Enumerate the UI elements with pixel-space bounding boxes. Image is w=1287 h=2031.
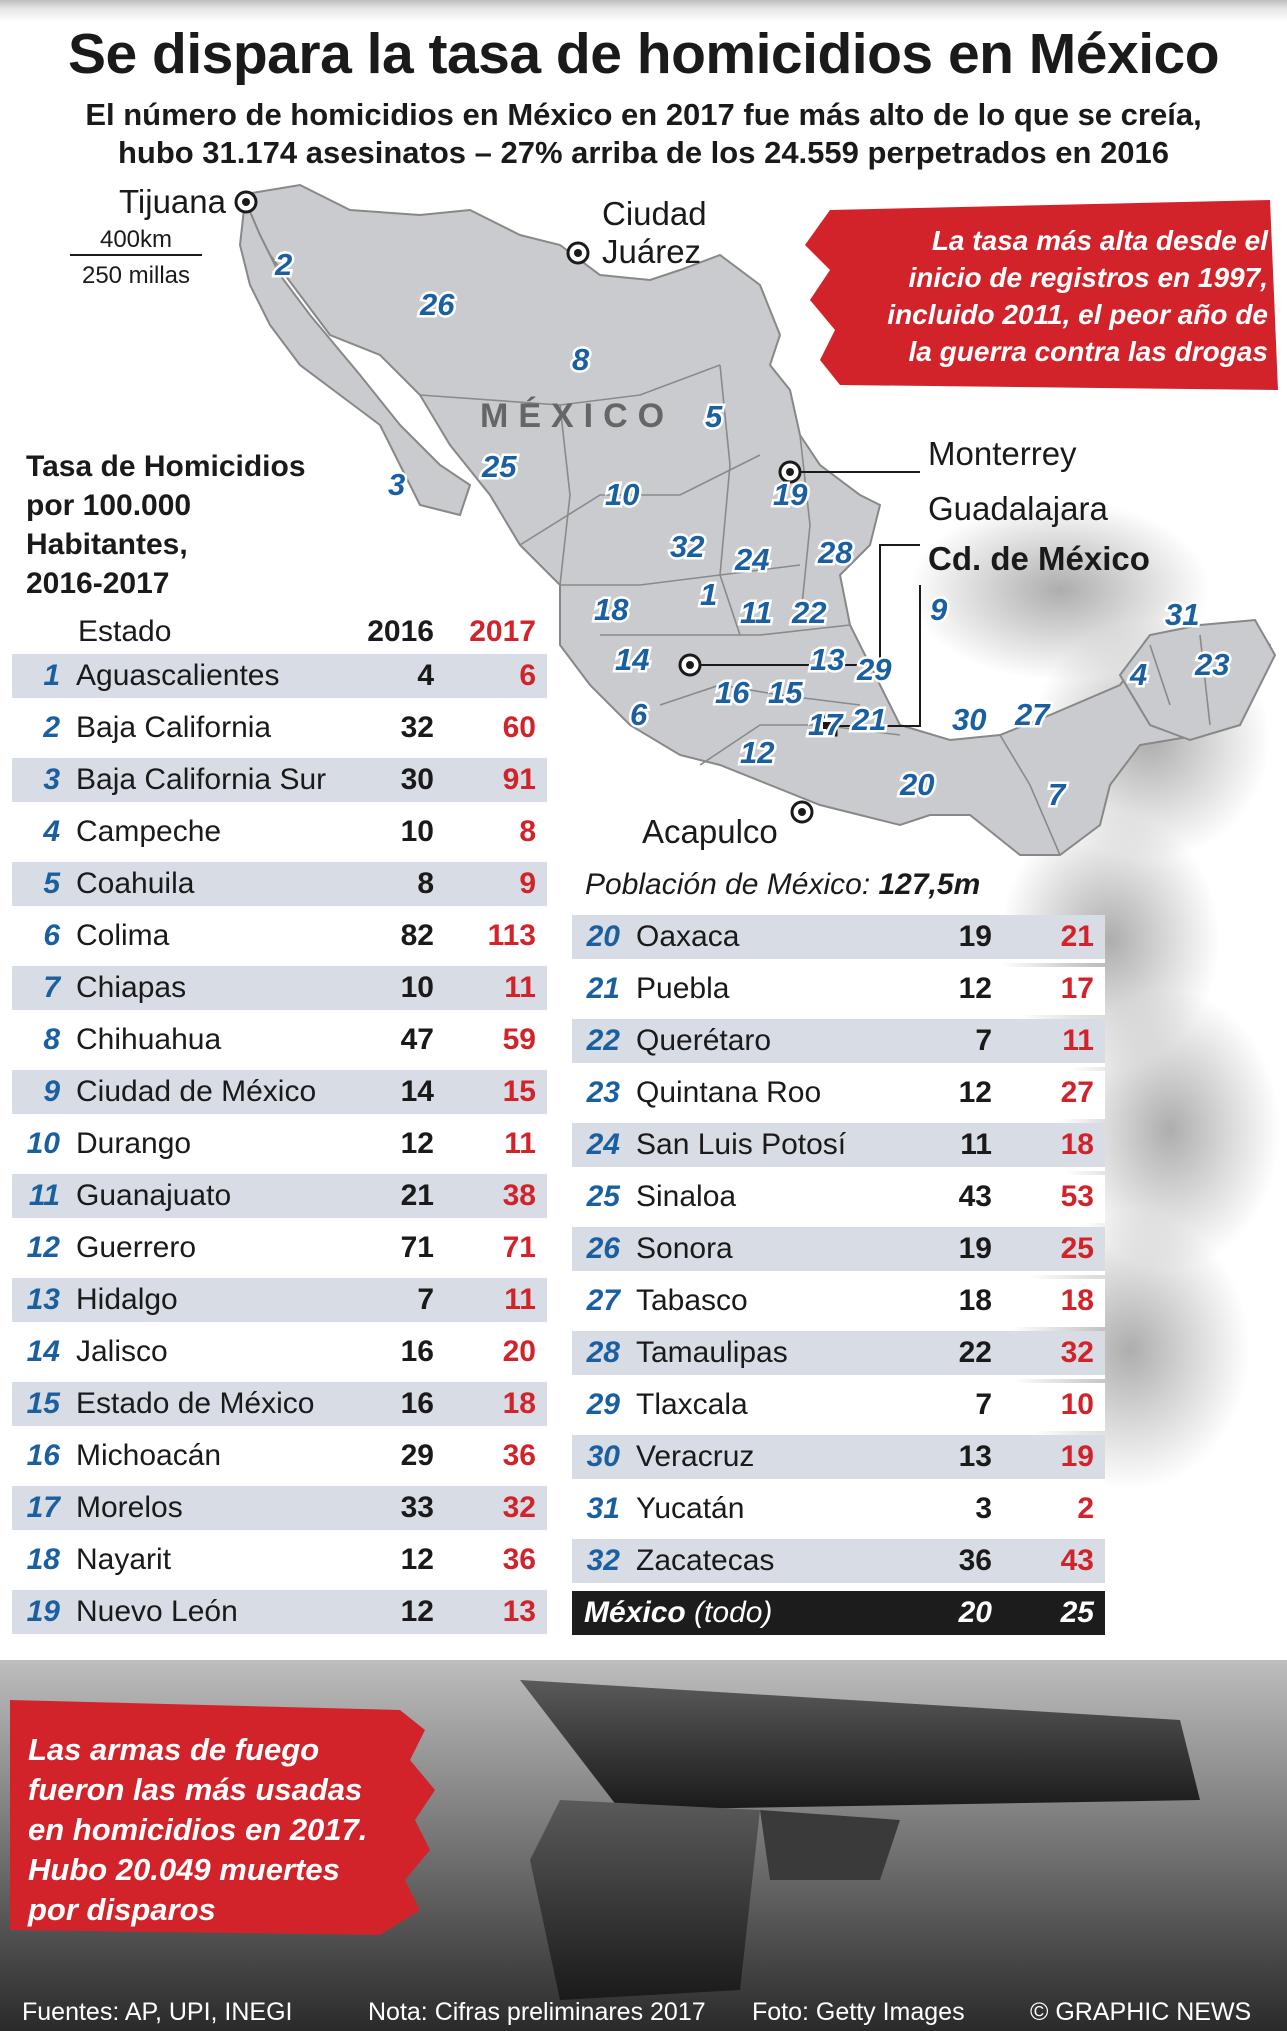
- value-2016: 11: [960, 1128, 992, 1161]
- value-2016: 12: [958, 972, 992, 1005]
- total-2017: 25: [1060, 1596, 1094, 1629]
- value-2017: 18: [502, 1387, 536, 1420]
- table-row: [12, 1382, 547, 1430]
- value-2016: 21: [400, 1179, 434, 1212]
- header-2017: 2017: [469, 615, 536, 648]
- state-number: 29: [586, 1388, 620, 1421]
- value-2017: 11: [504, 971, 536, 1004]
- state-name: Colima: [76, 919, 170, 952]
- state-number: 31: [586, 1492, 620, 1525]
- value-2016: 4: [417, 659, 434, 692]
- footer-note: Nota: Cifras preliminares 2017: [368, 1998, 706, 2026]
- table-row: [12, 862, 547, 910]
- state-number: 28: [586, 1336, 620, 1369]
- total-row: [572, 1591, 1105, 1639]
- value-2017: 25: [1060, 1232, 1094, 1265]
- table-row: [12, 966, 547, 1014]
- table-row: [12, 1070, 547, 1118]
- map-num: 12: [740, 735, 775, 770]
- map-num: 31: [1165, 597, 1200, 632]
- value-2017: 13: [502, 1595, 536, 1628]
- value-2017: 113: [487, 919, 536, 952]
- value-2017: 38: [502, 1179, 536, 1212]
- state-name: Tabasco: [636, 1284, 748, 1317]
- value-2017: 43: [1060, 1544, 1094, 1577]
- state-name: Nayarit: [76, 1543, 172, 1576]
- state-number: 16: [26, 1439, 60, 1472]
- map-num: 32: [670, 529, 705, 564]
- state-number: 3: [43, 763, 60, 796]
- value-2016: 19: [958, 1232, 992, 1265]
- value-2017: 15: [502, 1075, 536, 1108]
- city-juarez: Juárez: [602, 233, 702, 270]
- table-row: [572, 1539, 1105, 1587]
- total-label: [584, 1591, 884, 1635]
- value-2017: 19: [1060, 1440, 1094, 1473]
- map-num: 3: [388, 467, 406, 502]
- state-number: 14: [26, 1335, 60, 1368]
- value-2016: 32: [400, 711, 434, 744]
- state-number: 11: [28, 1179, 60, 1212]
- state-number: 1: [43, 659, 60, 692]
- state-number: 21: [586, 972, 620, 1005]
- map-num: 2: [275, 247, 293, 282]
- value-2016: 36: [958, 1544, 992, 1577]
- footer-credit: © GRAPHIC NEWS: [1030, 1998, 1252, 2026]
- state-name: Estado de México: [76, 1387, 315, 1420]
- scale-miles: 250 millas: [81, 262, 191, 289]
- table-row: [12, 810, 547, 858]
- table-row: [572, 1175, 1105, 1223]
- subtitle-line-2: hubo 31.174 asesinatos – 27% arriba de los 24.559 perpetrados en 2016: [117, 135, 1170, 170]
- total-2016: 20: [958, 1596, 992, 1629]
- state-number: 19: [26, 1595, 60, 1628]
- value-2017: 71: [502, 1231, 536, 1264]
- map-num: 20: [900, 767, 935, 802]
- rate-title-line: Tasa de Homicidios: [26, 450, 306, 483]
- state-name: Tlaxcala: [636, 1388, 748, 1421]
- state-name: Michoacán: [76, 1439, 222, 1472]
- state-name: Quintana Roo: [636, 1076, 822, 1109]
- table-row: [572, 967, 1105, 1015]
- value-2016: 82: [400, 919, 434, 952]
- city-guadalajara: Guadalajara: [928, 490, 1108, 527]
- value-2017: 18: [1060, 1128, 1094, 1161]
- value-2016: 71: [400, 1231, 434, 1264]
- table-row: [12, 1486, 547, 1534]
- map-num: 9: [930, 592, 948, 627]
- state-number: 5: [43, 867, 60, 900]
- map-num: 30: [952, 702, 987, 737]
- population-label: Población de México:: [585, 868, 879, 901]
- state-number: 17: [26, 1491, 60, 1524]
- footer: [0, 1993, 1287, 2031]
- map-num: 15: [768, 675, 803, 710]
- value-2017: 21: [1060, 920, 1094, 953]
- value-2016: 16: [400, 1335, 434, 1368]
- table-row: [572, 1019, 1105, 1067]
- state-number: 25: [586, 1180, 620, 1213]
- state-number: 30: [586, 1440, 620, 1473]
- map-num: 1: [700, 577, 718, 612]
- value-2016: 12: [958, 1076, 992, 1109]
- city-ciudad: Ciudad: [602, 195, 707, 232]
- table-row: [572, 1227, 1105, 1275]
- callout-top-line: La tasa más alta desde el: [931, 225, 1268, 256]
- table-row: [12, 1590, 547, 1638]
- value-2017: 2: [1077, 1492, 1094, 1525]
- map-num: 24: [735, 542, 770, 577]
- table-row: [12, 1122, 547, 1170]
- state-name: Zacatecas: [636, 1544, 775, 1577]
- table-row: [572, 1279, 1105, 1327]
- subtitle-line-1: El número de homicidios en México en 2017 fue más alto de lo que se creía,: [85, 97, 1202, 132]
- state-number: 12: [26, 1231, 60, 1264]
- state-name: Tamaulipas: [636, 1336, 788, 1369]
- callout-top-line: la guerra contra las drogas: [908, 336, 1268, 367]
- value-2016: 13: [958, 1440, 992, 1473]
- state-number: 7: [43, 971, 60, 1004]
- header-state: Estado: [78, 615, 172, 648]
- value-2017: 91: [502, 763, 536, 796]
- map-num: 25: [482, 449, 517, 484]
- rate-title-line: Habitantes,: [26, 528, 188, 561]
- state-number: 20: [586, 920, 620, 953]
- callout-bottom-line: Hubo 20.049 muertes: [28, 1852, 340, 1887]
- callout-bottom-line: Las armas de fuego: [28, 1732, 320, 1767]
- value-2016: 16: [400, 1387, 434, 1420]
- map-num: 5: [705, 399, 723, 434]
- value-2016: 12: [400, 1127, 434, 1160]
- map-num: 11: [740, 595, 773, 630]
- state-name: Aguascalientes: [76, 659, 280, 692]
- state-name: Durango: [76, 1127, 192, 1160]
- map-num: 14: [615, 642, 650, 677]
- value-2017: 10: [1060, 1388, 1094, 1421]
- map-num: 7: [1048, 777, 1066, 812]
- state-number: 15: [26, 1387, 60, 1420]
- state-number: 8: [43, 1023, 60, 1056]
- total-name: México: [584, 1596, 686, 1629]
- state-name: Guanajuato: [76, 1179, 232, 1212]
- state-name: Querétaro: [636, 1024, 772, 1057]
- state-number: 2: [43, 711, 60, 744]
- population-text: [585, 868, 980, 902]
- state-name: Ciudad de México: [76, 1075, 317, 1108]
- page-subtitle: [0, 96, 1287, 172]
- state-name: San Luis Potosí: [636, 1128, 847, 1161]
- page-title: Se dispara la tasa de homicidios en México: [67, 22, 1220, 86]
- state-name: Veracruz: [636, 1440, 755, 1473]
- rate-title-line: 2016-2017: [26, 567, 170, 600]
- map-num: 4: [1130, 657, 1148, 692]
- value-2017: 36: [502, 1439, 536, 1472]
- value-2016: 22: [958, 1336, 992, 1369]
- table-row: [572, 1123, 1105, 1171]
- table-row: [12, 1330, 547, 1378]
- value-2016: 19: [958, 920, 992, 953]
- table-row: [12, 914, 547, 962]
- value-2017: 11: [504, 1127, 536, 1160]
- value-2017: 60: [502, 711, 536, 744]
- map-num: 17: [808, 707, 843, 742]
- table-row: [572, 1383, 1105, 1431]
- callout-top-line: inicio de registros en 1997,: [908, 262, 1268, 293]
- value-2016: 7: [417, 1283, 434, 1316]
- map-scale: [70, 226, 202, 289]
- value-2017: 9: [519, 867, 536, 900]
- value-2016: 10: [400, 815, 434, 848]
- table-row: [572, 1071, 1105, 1119]
- table-row: [12, 1018, 547, 1066]
- map-num: 16: [715, 675, 750, 710]
- state-number: 10: [26, 1127, 60, 1160]
- value-2016: 10: [400, 971, 434, 1004]
- city-cdmx: Cd. de México: [928, 540, 1150, 577]
- value-2017: 17: [1060, 972, 1094, 1005]
- state-name: Hidalgo: [76, 1283, 178, 1316]
- state-name: Sonora: [636, 1232, 733, 1265]
- table-row: [12, 654, 547, 702]
- value-2017: 36: [502, 1543, 536, 1576]
- state-name: Oaxaca: [636, 920, 740, 953]
- value-2016: 47: [400, 1023, 434, 1056]
- value-2016: 12: [400, 1543, 434, 1576]
- scale-km: 400km: [99, 226, 173, 253]
- value-2016: 43: [958, 1180, 992, 1213]
- callout-bottom-line: en homicidios en 2017.: [28, 1812, 368, 1847]
- value-2017: 32: [502, 1491, 536, 1524]
- table-row: [572, 1435, 1105, 1483]
- map-num: 23: [1195, 647, 1230, 682]
- callout-top-line: incluido 2011, el peor año de: [887, 299, 1268, 330]
- callout-bottom-line: fueron las más usadas: [28, 1772, 363, 1807]
- state-number: 9: [43, 1075, 60, 1108]
- value-2016: 7: [975, 1388, 992, 1421]
- state-name: Campeche: [76, 815, 222, 848]
- state-name: Jalisco: [76, 1335, 168, 1368]
- gun-grip: [530, 1800, 760, 2000]
- value-2017: 11: [504, 1283, 536, 1316]
- value-2017: 8: [519, 815, 536, 848]
- city-monterrey: Monterrey: [928, 435, 1077, 472]
- state-name: Chiapas: [76, 971, 187, 1004]
- state-number: 24: [586, 1128, 620, 1161]
- value-2016: 8: [417, 867, 434, 900]
- state-number: 26: [586, 1232, 620, 1265]
- map-num: 19: [773, 477, 808, 512]
- total-suffix: (todo): [685, 1596, 773, 1629]
- rate-title-line: por 100.000: [26, 489, 192, 522]
- state-number: 13: [26, 1283, 60, 1316]
- state-name: Baja California: [76, 711, 272, 744]
- map-num: 27: [1015, 697, 1050, 732]
- value-2016: 18: [958, 1284, 992, 1317]
- state-name: Nuevo León: [76, 1595, 238, 1628]
- value-2016: 12: [400, 1595, 434, 1628]
- map-num: 21: [852, 702, 887, 737]
- country-label: MÉXICO: [480, 397, 675, 435]
- map-num: 13: [810, 642, 845, 677]
- population-value: 127,5m: [878, 868, 981, 901]
- map-num: 29: [857, 652, 892, 687]
- value-2016: 33: [400, 1491, 434, 1524]
- table-row: [12, 1278, 547, 1326]
- value-2017: 53: [1060, 1180, 1094, 1213]
- value-2017: 27: [1060, 1076, 1094, 1109]
- map-num: 26: [420, 287, 455, 322]
- state-name: Morelos: [76, 1491, 183, 1524]
- value-2017: 32: [1060, 1336, 1094, 1369]
- state-name: Puebla: [636, 972, 730, 1005]
- table-row: [572, 915, 1105, 963]
- footer-sources: Fuentes: AP, UPI, INEGI: [22, 1998, 293, 2026]
- callout-bottom-text: [28, 1730, 428, 1930]
- table-row: [12, 758, 547, 806]
- value-2016: 14: [400, 1075, 434, 1108]
- header-2016: 2016: [367, 615, 434, 648]
- map-num: 18: [594, 592, 629, 627]
- state-name: Guerrero: [76, 1231, 197, 1264]
- rate-title: [26, 447, 406, 603]
- city-acapulco: Acapulco: [642, 813, 778, 850]
- table-row: [12, 1434, 547, 1482]
- state-name: Chihuahua: [76, 1023, 222, 1056]
- state-number: 4: [43, 815, 60, 848]
- state-name: Baja California Sur: [76, 763, 327, 796]
- value-2016: 7: [975, 1024, 992, 1057]
- value-2017: 59: [502, 1023, 536, 1056]
- value-2017: 18: [1060, 1284, 1094, 1317]
- state-name: Coahuila: [76, 867, 195, 900]
- value-2017: 11: [1062, 1024, 1094, 1057]
- map-num: 28: [818, 535, 853, 570]
- state-number: 6: [43, 919, 60, 952]
- state-number: 32: [586, 1544, 620, 1577]
- map-num: 6: [630, 697, 648, 732]
- state-number: 18: [26, 1543, 60, 1576]
- state-number: 27: [586, 1284, 620, 1317]
- table-row: [12, 1174, 547, 1222]
- value-2016: 30: [400, 763, 434, 796]
- top-bar: [0, 0, 1287, 22]
- table-row: [12, 1226, 547, 1274]
- map-num: 22: [792, 595, 827, 630]
- table-row: [572, 1487, 1105, 1535]
- table-row: [12, 1538, 547, 1586]
- table-row: [12, 706, 547, 754]
- state-number: 23: [586, 1076, 620, 1109]
- footer-photo: Foto: Getty Images: [752, 1998, 965, 2026]
- map-num: 10: [605, 477, 640, 512]
- map-num: 8: [572, 342, 590, 377]
- state-name: Sinaloa: [636, 1180, 737, 1213]
- value-2016: 3: [975, 1492, 992, 1525]
- callout-top-text: [850, 222, 1268, 370]
- value-2017: 20: [502, 1335, 536, 1368]
- city-tijuana: Tijuana: [118, 183, 226, 220]
- value-2016: 29: [400, 1439, 434, 1472]
- state-number: 22: [586, 1024, 620, 1057]
- callout-bottom-line: por disparos: [28, 1892, 216, 1927]
- table-row: [572, 1331, 1105, 1379]
- state-name: Yucatán: [636, 1492, 745, 1525]
- value-2017: 6: [519, 659, 536, 692]
